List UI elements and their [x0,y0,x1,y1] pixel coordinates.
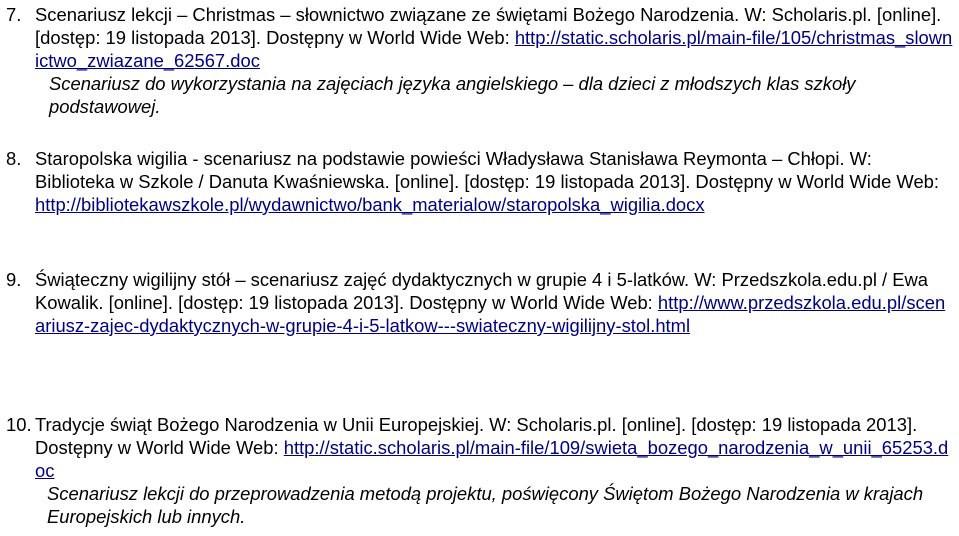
reference-link[interactable]: http://bibliotekawszkole.pl/wydawnictwo/bank_materialow/staropolska_wigilia.docx [35,194,705,215]
reference-text: Staropolska wigilia - scenariusz na podstawie powieści Władysława Stanisława Reymonta – Chłopi. W: Biblioteka w Szkole / Danuta Kwaśniewska. [online]. [dostęp: 19 listopada 2013]. Dostępny w World Wide Web: [35,148,940,192]
reference-text: Tradycje świąt Bożego Narodzenia w Unii Europejskiej. W: Scholaris.pl. [online]. [dostęp: 19 listopada 2013]. Dostępny w World Wide Web: [35,414,918,458]
reference-link[interactable]: http://static.scholaris.pl/main-file/105/christmas_slownictwo_zwiazane_62567.doc [35,27,953,71]
reference-item-7 [6,3,954,118]
reference-note: Scenariusz do wykorzystania na zajęciach języka angielskiego – dla dzieci z młodszych klas szkoły podstawowej. [49,73,856,117]
reference-note: Scenariusz lekcji do przeprowadzenia metodą projektu, poświęcony Świętom Bożego Narodzenia w krajach Europejskich lub innych. [47,483,924,527]
reference-item-10 [6,413,954,528]
reference-link[interactable]: http://www.przedszkola.edu.pl/scenariusz-zajec-dydaktycznych-w-grupie-4-i-5-latkow---swiateczny-wigilijny-stol.html [35,292,946,336]
reference-number: 8. [6,148,22,169]
reference-text: Świąteczny wigilijny stół – scenariusz zajęć dydaktycznych w grupie 4 i 5-latków. W: Przedszkola.edu.pl / Ewa Kowalik. [online]. [dostęp: 19 listopada 2013]. Dostępny w World Wide Web: [35,269,929,313]
reference-link[interactable]: http://static.scholaris.pl/main-file/109/swieta_bozego_narodzenia_w_unii_65253.doc [35,437,949,481]
reference-text: Scenariusz lekcji – Christmas – słownictwo związane ze świętami Bożego Narodzenia. W: Scholaris.pl. [online]. [dostęp: 19 listopada 2013]. Dostępny w World Wide Web: [35,4,942,48]
reference-number: 7. [6,4,22,25]
reference-item-9 [6,268,954,337]
reference-number: 10. [6,414,32,435]
reference-number: 9. [6,269,22,290]
reference-item-8 [6,147,954,216]
